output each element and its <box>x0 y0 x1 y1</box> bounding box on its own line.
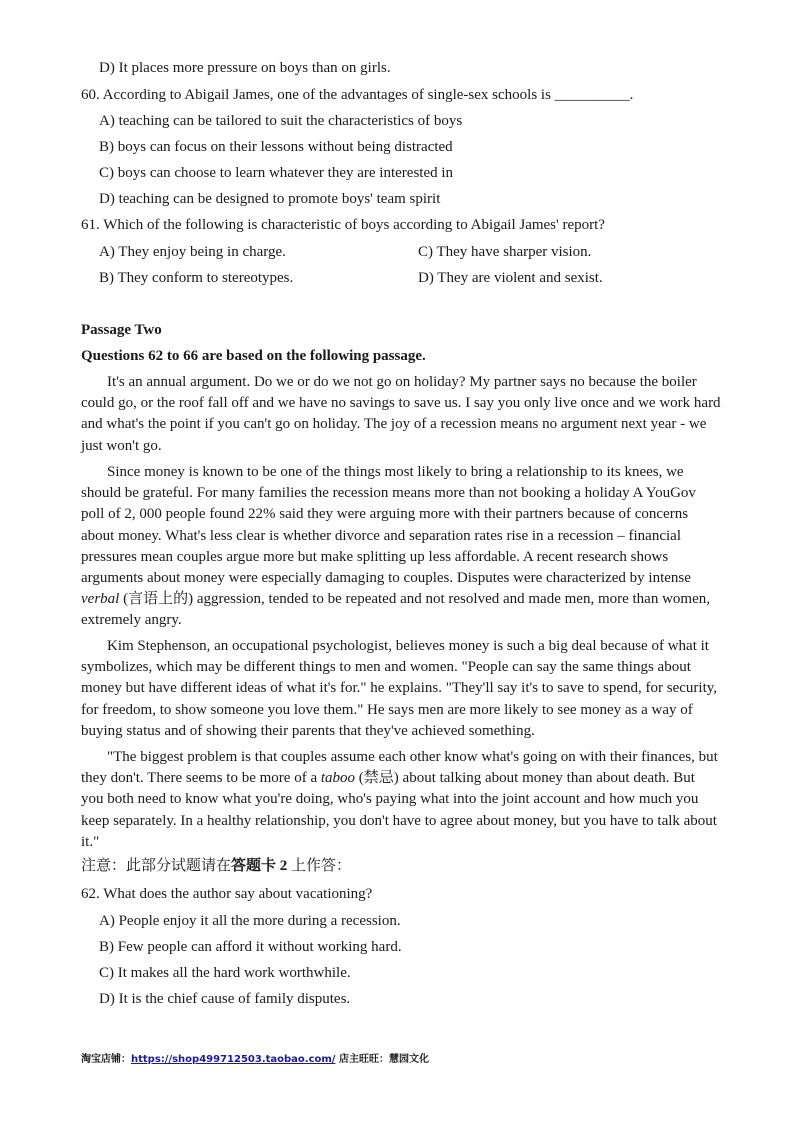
passage-paragraph-3 <box>81 636 721 742</box>
paragraph-3-text: Kim Stephenson, an occupational psychologist, believes money is such a big deal because of what it symbolizes, which may be different things to men and women. "People can say the same things about money but have different ideas of what it's for." he explains. "They'll say it's to save to spend, for security, for freedom, to show someone you love them." He says men are more likely to see money as a way of buying status and of showing their parents that they've achieved something. <box>81 638 718 739</box>
q60-option-c: C) boys can choose to learn whatever they are interested in <box>99 165 454 181</box>
q60-stem: 60. According to Abigail James, one of the advantages of single-sex schools is __________. <box>81 87 634 103</box>
notice-answer-sheet: 答题卡 2 <box>231 858 288 874</box>
q59-option-d: D) It places more pressure on boys than on girls. <box>99 60 391 76</box>
q62-stem: 62. What does the author say about vacationing? <box>81 886 373 902</box>
paragraph-2-text-a: Since money is known to be one of the things most likely to bring a relationship to its knees, we should be grateful. For many families the recession means more than not booking a holiday A YouGov poll of 2, 000 people found 22% said they were arguing more with their partners because of concerns about money. What's less clear is whether divorce and separation rates rise in a recession – financial pressures mean couples argue more but make splitting up less affordable. A recent research shows arguments about money were especially damaging to couples. Disputes were characterized by intense <box>81 464 696 587</box>
footer-shop-link[interactable]: https://shop499712503.taobao.com/ <box>131 1054 336 1065</box>
paragraph-2-text-b: aggression, tended to be repeated and not resolved and made men, more than women, extremely angry. <box>81 591 710 629</box>
paragraph-1-text: It's an annual argument. Do we or do we not go on holiday? My partner says no because the boiler could go, or the roof fall off and we have no savings to save us. I say you only live once and we work hard and what's the point if you can't go on holiday. The joy of a recession means no argument next year - we just won't go. <box>81 374 721 454</box>
footer-owner-label: 店主旺旺：慧园文化 <box>335 1054 429 1065</box>
q60-option-b: B) boys can focus on their lessons without being distracted <box>99 139 453 155</box>
verbal-word: verbal <box>81 591 120 608</box>
taboo-gloss: (禁忌) <box>355 770 399 787</box>
passage-title: Passage Two <box>81 322 162 338</box>
notice-pre: 注意：此部分试题请在 <box>81 858 232 874</box>
q62-option-d: D) It is the chief cause of family disputes. <box>99 991 351 1007</box>
passage-instruction: Questions 62 to 66 are based on the following passage. <box>81 348 426 364</box>
q61-option-c: C) They have sharper vision. <box>418 244 592 260</box>
paragraph-4-text-b: about talking about money than about death. But you both need to know what you're doing, who's paying what into the joint account and how much you keep separately. In a healthy relationship, you don't have to agree about money, but you have to talk about it." <box>81 770 717 850</box>
passage-paragraph-2 <box>81 462 721 632</box>
taboo-word: taboo <box>320 770 356 787</box>
footer <box>81 1050 429 1065</box>
q60-option-a: A) teaching can be tailored to suit the characteristics of boys <box>99 113 463 129</box>
paragraph-4-text-a: "The biggest problem is that couples assume each other know what's going on with their finances, but they don't. There seems to be more of a <box>81 749 718 787</box>
q62-option-a: A) People enjoy it all the more during a recession. <box>99 913 401 929</box>
passage-paragraph-4 <box>81 747 721 853</box>
q60-option-d: D) teaching can be designed to promote boys' team spirit <box>99 191 441 207</box>
q62-option-c: C) It makes all the hard work worthwhile. <box>99 965 351 981</box>
q61-stem: 61. Which of the following is characteristic of boys according to Abigail James' report? <box>81 217 605 233</box>
verbal-gloss: (言语上的) <box>119 591 194 608</box>
passage-paragraph-1 <box>81 372 721 457</box>
notice-post: 上作答： <box>287 858 352 874</box>
q61-option-a: A) They enjoy being in charge. <box>99 244 286 260</box>
footer-shop-label: 淘宝店铺： <box>81 1054 131 1065</box>
q62-option-b: B) Few people can afford it without working hard. <box>99 939 402 955</box>
q61-option-b: B) They conform to stereotypes. <box>99 270 294 286</box>
answer-sheet-notice <box>81 855 351 877</box>
q61-option-d: D) They are violent and sexist. <box>418 270 603 286</box>
